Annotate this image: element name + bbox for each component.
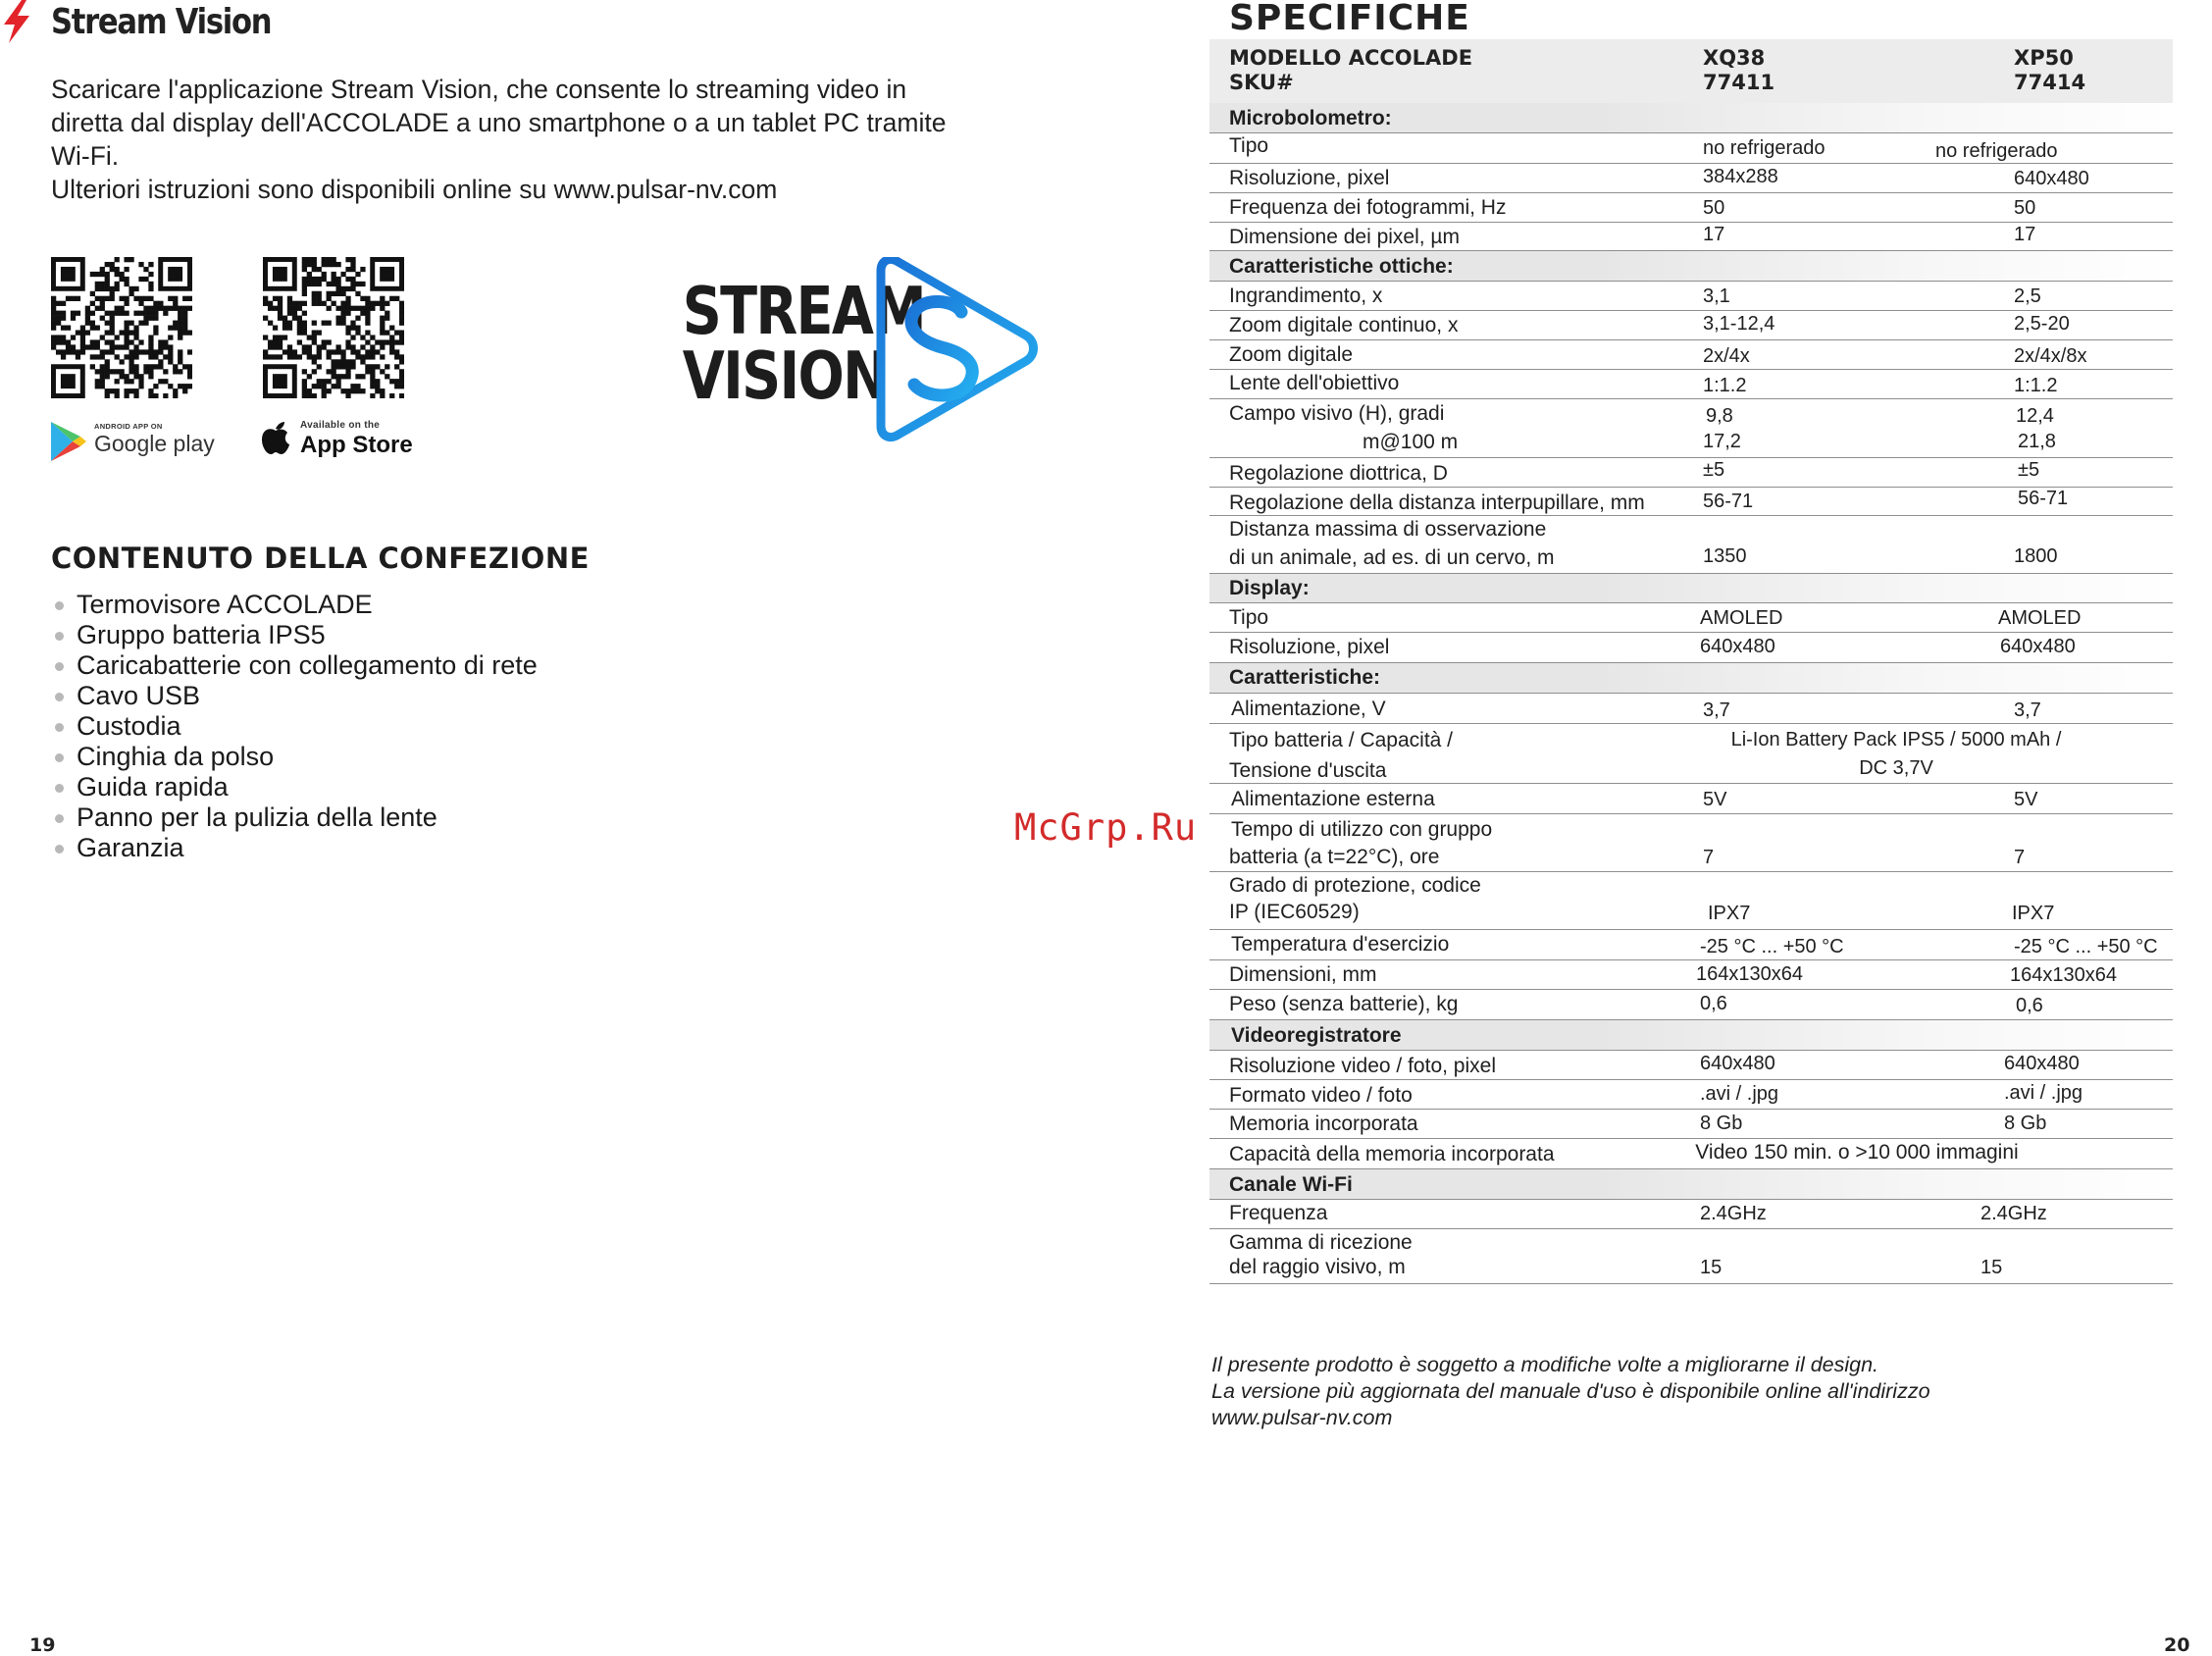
row-value-xp50: 0,6 bbox=[2016, 995, 2043, 1016]
row-label: Risoluzione, pixel bbox=[1229, 636, 1390, 658]
row-value-xp50: 2.4GHz bbox=[1981, 1203, 2047, 1224]
badge-caption: Available on the bbox=[300, 420, 381, 431]
footnote bbox=[1211, 1352, 1930, 1431]
list-item: Guida rapida bbox=[51, 772, 538, 802]
table-section-row bbox=[1209, 251, 2173, 282]
row-value-shared: Video 150 min. o >10 000 immagini bbox=[1695, 1141, 2019, 1164]
row-value-xq38: -25 °C ... +50 °C bbox=[1700, 936, 1844, 957]
row-value-xp50: 12,4 bbox=[2016, 405, 2054, 427]
row-label: Frequenza bbox=[1229, 1202, 1328, 1224]
row-label: di un animale, ad es. di un cervo, m bbox=[1229, 546, 1555, 569]
row-value-xp50: .avi / .jpg bbox=[2004, 1082, 2083, 1104]
row-label: Temperatura d'esercizio bbox=[1231, 933, 1450, 956]
row-value-xq38: 164x130x64 bbox=[1696, 963, 1803, 985]
list-item: Panno per la pulizia della lente bbox=[51, 802, 538, 833]
qr-code-app-store[interactable] bbox=[263, 257, 404, 398]
row-value-xq38: 3,7 bbox=[1703, 699, 1730, 721]
row-label: Memoria incorporata bbox=[1229, 1113, 1418, 1135]
row-value-xp50: 640x480 bbox=[2004, 1053, 2080, 1074]
row-label: Gamma di ricezione bbox=[1229, 1231, 1413, 1254]
row-value-xp50: IPX7 bbox=[2012, 903, 2055, 924]
row-label: Tipo bbox=[1229, 134, 1269, 157]
row-label: Lente dell'obiettivo bbox=[1229, 372, 1400, 394]
google-play-icon bbox=[51, 422, 86, 461]
table-section-row bbox=[1209, 1020, 2173, 1051]
row-label: Tensione d'uscita bbox=[1229, 759, 1387, 782]
row-value-xq38: AMOLED bbox=[1700, 607, 1783, 629]
table-section-row bbox=[1209, 574, 2173, 603]
row-label: Frequenza dei fotogrammi, Hz bbox=[1229, 196, 1507, 219]
row-label: Dimensione dei pixel, µm bbox=[1229, 226, 1461, 248]
row-value-xp50: 17 bbox=[2014, 224, 2036, 245]
model-1-name: XQ38 bbox=[1703, 46, 1766, 70]
row-value-xp50: 1800 bbox=[2014, 545, 2058, 567]
table-row bbox=[1209, 930, 2173, 960]
table-row bbox=[1209, 488, 2173, 516]
row-label: m@100 m bbox=[1363, 431, 1459, 453]
row-value-xq38: 17 bbox=[1703, 224, 1725, 245]
row-value-shared: Li-Ion Battery Pack IPS5 / 5000 mAh / bbox=[1730, 729, 2062, 750]
badge-label: Google play bbox=[94, 431, 215, 456]
table-row bbox=[1209, 960, 2173, 990]
model-1-sku: 77411 bbox=[1703, 71, 1775, 94]
row-value-xp50: 56-71 bbox=[2018, 488, 2069, 509]
table-row bbox=[1209, 311, 2173, 340]
table-row bbox=[1209, 1051, 2173, 1080]
row-value-xq38: .avi / .jpg bbox=[1700, 1083, 1779, 1105]
table-row bbox=[1209, 282, 2173, 311]
row-value-xq38: no refrigerado bbox=[1703, 137, 1826, 159]
list-item: Cavo USB bbox=[51, 681, 538, 711]
table-row bbox=[1209, 1080, 2173, 1110]
row-value-xq38: 2x/4x bbox=[1703, 345, 1750, 367]
row-value-xq38: 50 bbox=[1703, 197, 1725, 219]
section-label: Caratteristiche: bbox=[1229, 666, 1381, 689]
lightning-icon bbox=[0, 0, 33, 43]
page-number-left: 19 bbox=[29, 1634, 56, 1656]
table-row bbox=[1209, 133, 2173, 164]
row-label: Regolazione della distanza interpupillare, mm bbox=[1229, 492, 1645, 514]
section-label: Videoregistratore bbox=[1231, 1024, 1402, 1047]
row-label: Capacità della memoria incorporata bbox=[1229, 1143, 1555, 1165]
row-label: Ingrandimento, x bbox=[1229, 285, 1383, 307]
package-contents-list bbox=[51, 590, 538, 863]
row-value-xp50: 8 Gb bbox=[2004, 1113, 2047, 1134]
list-item: Custodia bbox=[51, 711, 538, 742]
badge-label: App Store bbox=[300, 432, 413, 458]
row-label: Tipo bbox=[1229, 606, 1269, 629]
table-row bbox=[1209, 872, 2173, 930]
row-value-shared: DC 3,7V bbox=[1859, 757, 1933, 779]
row-value-xq38: 5V bbox=[1703, 789, 1727, 810]
table-row bbox=[1209, 603, 2173, 633]
table-row bbox=[1209, 1110, 2173, 1139]
row-value-xq38: 17,2 bbox=[1703, 431, 1741, 452]
table-row bbox=[1209, 458, 2173, 488]
row-value-xp50: 640x480 bbox=[2000, 636, 2076, 657]
table-section-row bbox=[1209, 1169, 2173, 1200]
watermark: McGrp.Ru bbox=[1014, 806, 1198, 849]
section-label: Caratteristiche ottiche: bbox=[1229, 255, 1454, 278]
stream-vision-logo-icon bbox=[863, 257, 1040, 443]
row-value-xq38: 1350 bbox=[1703, 545, 1747, 567]
list-item: Cinghia da polso bbox=[51, 742, 538, 772]
sku-label: SKU# bbox=[1229, 71, 1294, 94]
row-value-xp50: 5V bbox=[2014, 789, 2038, 810]
model-label: MODELLO ACCOLADE bbox=[1229, 46, 1473, 70]
apple-icon bbox=[261, 420, 290, 455]
row-label: Formato video / foto bbox=[1229, 1084, 1413, 1107]
row-value-xq38: IPX7 bbox=[1708, 903, 1751, 924]
row-value-xp50: 640x480 bbox=[2014, 168, 2089, 189]
list-item: Termovisore ACCOLADE bbox=[51, 590, 538, 620]
app-store-badge[interactable] bbox=[261, 414, 418, 465]
table-row bbox=[1209, 164, 2173, 193]
footnote-link[interactable]: www.pulsar-nv.com bbox=[1211, 1406, 1393, 1429]
row-label: IP (IEC60529) bbox=[1229, 901, 1360, 923]
row-value-xp50: 2,5-20 bbox=[2014, 313, 2070, 335]
footnote-line: Il presente prodotto è soggetto a modifiche volte a migliorarne il design. bbox=[1211, 1353, 1879, 1376]
row-label: batteria (a t=22°C), ore bbox=[1229, 846, 1440, 868]
section-title: Stream Vision bbox=[51, 2, 272, 42]
table-row bbox=[1209, 694, 2173, 724]
row-value-xp50: -25 °C ... +50 °C bbox=[2014, 936, 2158, 957]
row-label: Peso (senza batterie), kg bbox=[1229, 993, 1459, 1015]
row-value-xq38: 640x480 bbox=[1700, 636, 1775, 657]
row-value-xq38: 2.4GHz bbox=[1700, 1203, 1767, 1224]
stream-vision-logo-text bbox=[682, 273, 925, 414]
table-row bbox=[1209, 633, 2173, 663]
table-row bbox=[1209, 784, 2173, 814]
specs-title: SPECIFICHE bbox=[1229, 0, 1470, 38]
table-row bbox=[1209, 814, 2173, 872]
row-value-xq38: 0,6 bbox=[1700, 993, 1727, 1014]
row-label: Campo visivo (H), gradi bbox=[1229, 402, 1445, 425]
table-row bbox=[1209, 516, 2173, 574]
row-label: Dimensioni, mm bbox=[1229, 963, 1377, 986]
row-value-xq38: ±5 bbox=[1703, 459, 1725, 481]
row-label: Distanza massima di osservazione bbox=[1229, 518, 1547, 541]
footnote-line: La versione più aggiornata del manuale d'uso è disponibile online all'indirizzo bbox=[1211, 1379, 1930, 1403]
model-2-name: XP50 bbox=[2014, 46, 2074, 70]
row-value-xp50: no refrigerado bbox=[1935, 140, 2058, 162]
row-value-xq38: 56-71 bbox=[1703, 491, 1754, 512]
list-item: Gruppo batteria IPS5 bbox=[51, 620, 538, 650]
google-play-badge[interactable] bbox=[51, 414, 228, 465]
table-row bbox=[1209, 399, 2173, 458]
intro-line: Wi-Fi. bbox=[51, 141, 120, 171]
row-label: Risoluzione video / foto, pixel bbox=[1229, 1055, 1496, 1077]
logo-line: STREAM bbox=[682, 273, 925, 349]
logo-line: VISION bbox=[682, 337, 888, 414]
list-item: Caricabatterie con collegamento di rete bbox=[51, 650, 538, 681]
row-value-xq38: 9,8 bbox=[1706, 405, 1733, 427]
page-number-right: 20 bbox=[2164, 1634, 2190, 1656]
intro-line: Ulteriori istruzioni sono disponibili online su www.pulsar-nv.com bbox=[51, 175, 778, 204]
row-label: Alimentazione esterna bbox=[1231, 788, 1435, 810]
row-value-xq38: 7 bbox=[1703, 847, 1715, 868]
row-label: Alimentazione, V bbox=[1231, 698, 1386, 720]
row-value-xq38: 384x288 bbox=[1703, 166, 1778, 187]
section-label: Microbolometro: bbox=[1229, 107, 1392, 129]
specs-table-header bbox=[1209, 39, 2173, 103]
model-2-sku: 77414 bbox=[2014, 71, 2086, 94]
row-value-xp50: AMOLED bbox=[1998, 607, 2082, 629]
table-row bbox=[1209, 193, 2173, 223]
row-value-xp50: 50 bbox=[2014, 197, 2036, 219]
row-label: Tipo batteria / Capacità / bbox=[1229, 729, 1454, 751]
table-row bbox=[1209, 990, 2173, 1020]
table-row bbox=[1209, 223, 2173, 251]
table-row bbox=[1209, 1229, 2173, 1284]
row-value-xp50: 164x130x64 bbox=[2010, 964, 2117, 986]
row-value-xp50: 15 bbox=[1981, 1257, 2003, 1278]
table-row bbox=[1209, 1200, 2173, 1229]
table-section-row bbox=[1209, 663, 2173, 694]
intro-line: diretta dal display dell'ACCOLADE a uno smartphone o a un tablet PC tramite bbox=[51, 108, 947, 137]
row-value-xq38: 3,1 bbox=[1703, 285, 1730, 307]
table-row bbox=[1209, 370, 2173, 399]
row-value-xp50: 2x/4x/8x bbox=[2014, 345, 2087, 367]
row-value-xq38: 1:1.2 bbox=[1703, 375, 1747, 396]
row-label: Risoluzione, pixel bbox=[1229, 167, 1390, 189]
row-value-xq38: 8 Gb bbox=[1700, 1113, 1743, 1134]
section-label: Canale Wi-Fi bbox=[1229, 1173, 1353, 1196]
row-label: Grado di protezione, codice bbox=[1229, 874, 1481, 897]
row-value-xq38: 15 bbox=[1700, 1257, 1723, 1278]
row-label: Tempo di utilizzo con gruppo bbox=[1231, 818, 1493, 841]
table-section-row bbox=[1209, 103, 2173, 133]
table-row bbox=[1209, 1139, 2173, 1169]
intro-line: Scaricare l'applicazione Stream Vision, che consente lo streaming video in bbox=[51, 75, 907, 104]
intro-text bbox=[51, 73, 1032, 206]
table-row bbox=[1209, 340, 2173, 370]
row-label: Zoom digitale bbox=[1229, 343, 1354, 366]
row-label: Regolazione diottrica, D bbox=[1229, 462, 1448, 485]
table-row bbox=[1209, 724, 2173, 784]
section-label: Display: bbox=[1229, 577, 1310, 599]
package-contents-title: CONTENUTO DELLA CONFEZIONE bbox=[51, 542, 590, 575]
badge-caption: ANDROID APP ON bbox=[94, 422, 163, 431]
row-value-xp50: 3,7 bbox=[2014, 699, 2041, 721]
row-value-xp50: ±5 bbox=[2018, 459, 2040, 481]
row-label: del raggio visivo, m bbox=[1229, 1256, 1406, 1278]
list-item: Garanzia bbox=[51, 833, 538, 863]
row-value-xp50: 2,5 bbox=[2014, 285, 2041, 307]
specs-table-body bbox=[1209, 103, 2173, 1284]
row-value-xp50: 21,8 bbox=[2018, 431, 2056, 452]
row-value-xq38: 3,1-12,4 bbox=[1703, 313, 1775, 335]
row-value-xq38: 640x480 bbox=[1700, 1053, 1775, 1074]
row-value-xp50: 1:1.2 bbox=[2014, 375, 2058, 396]
row-label: Zoom digitale continuo, x bbox=[1229, 314, 1459, 336]
row-value-xp50: 7 bbox=[2014, 847, 2026, 868]
qr-code-google-play[interactable] bbox=[51, 257, 192, 398]
